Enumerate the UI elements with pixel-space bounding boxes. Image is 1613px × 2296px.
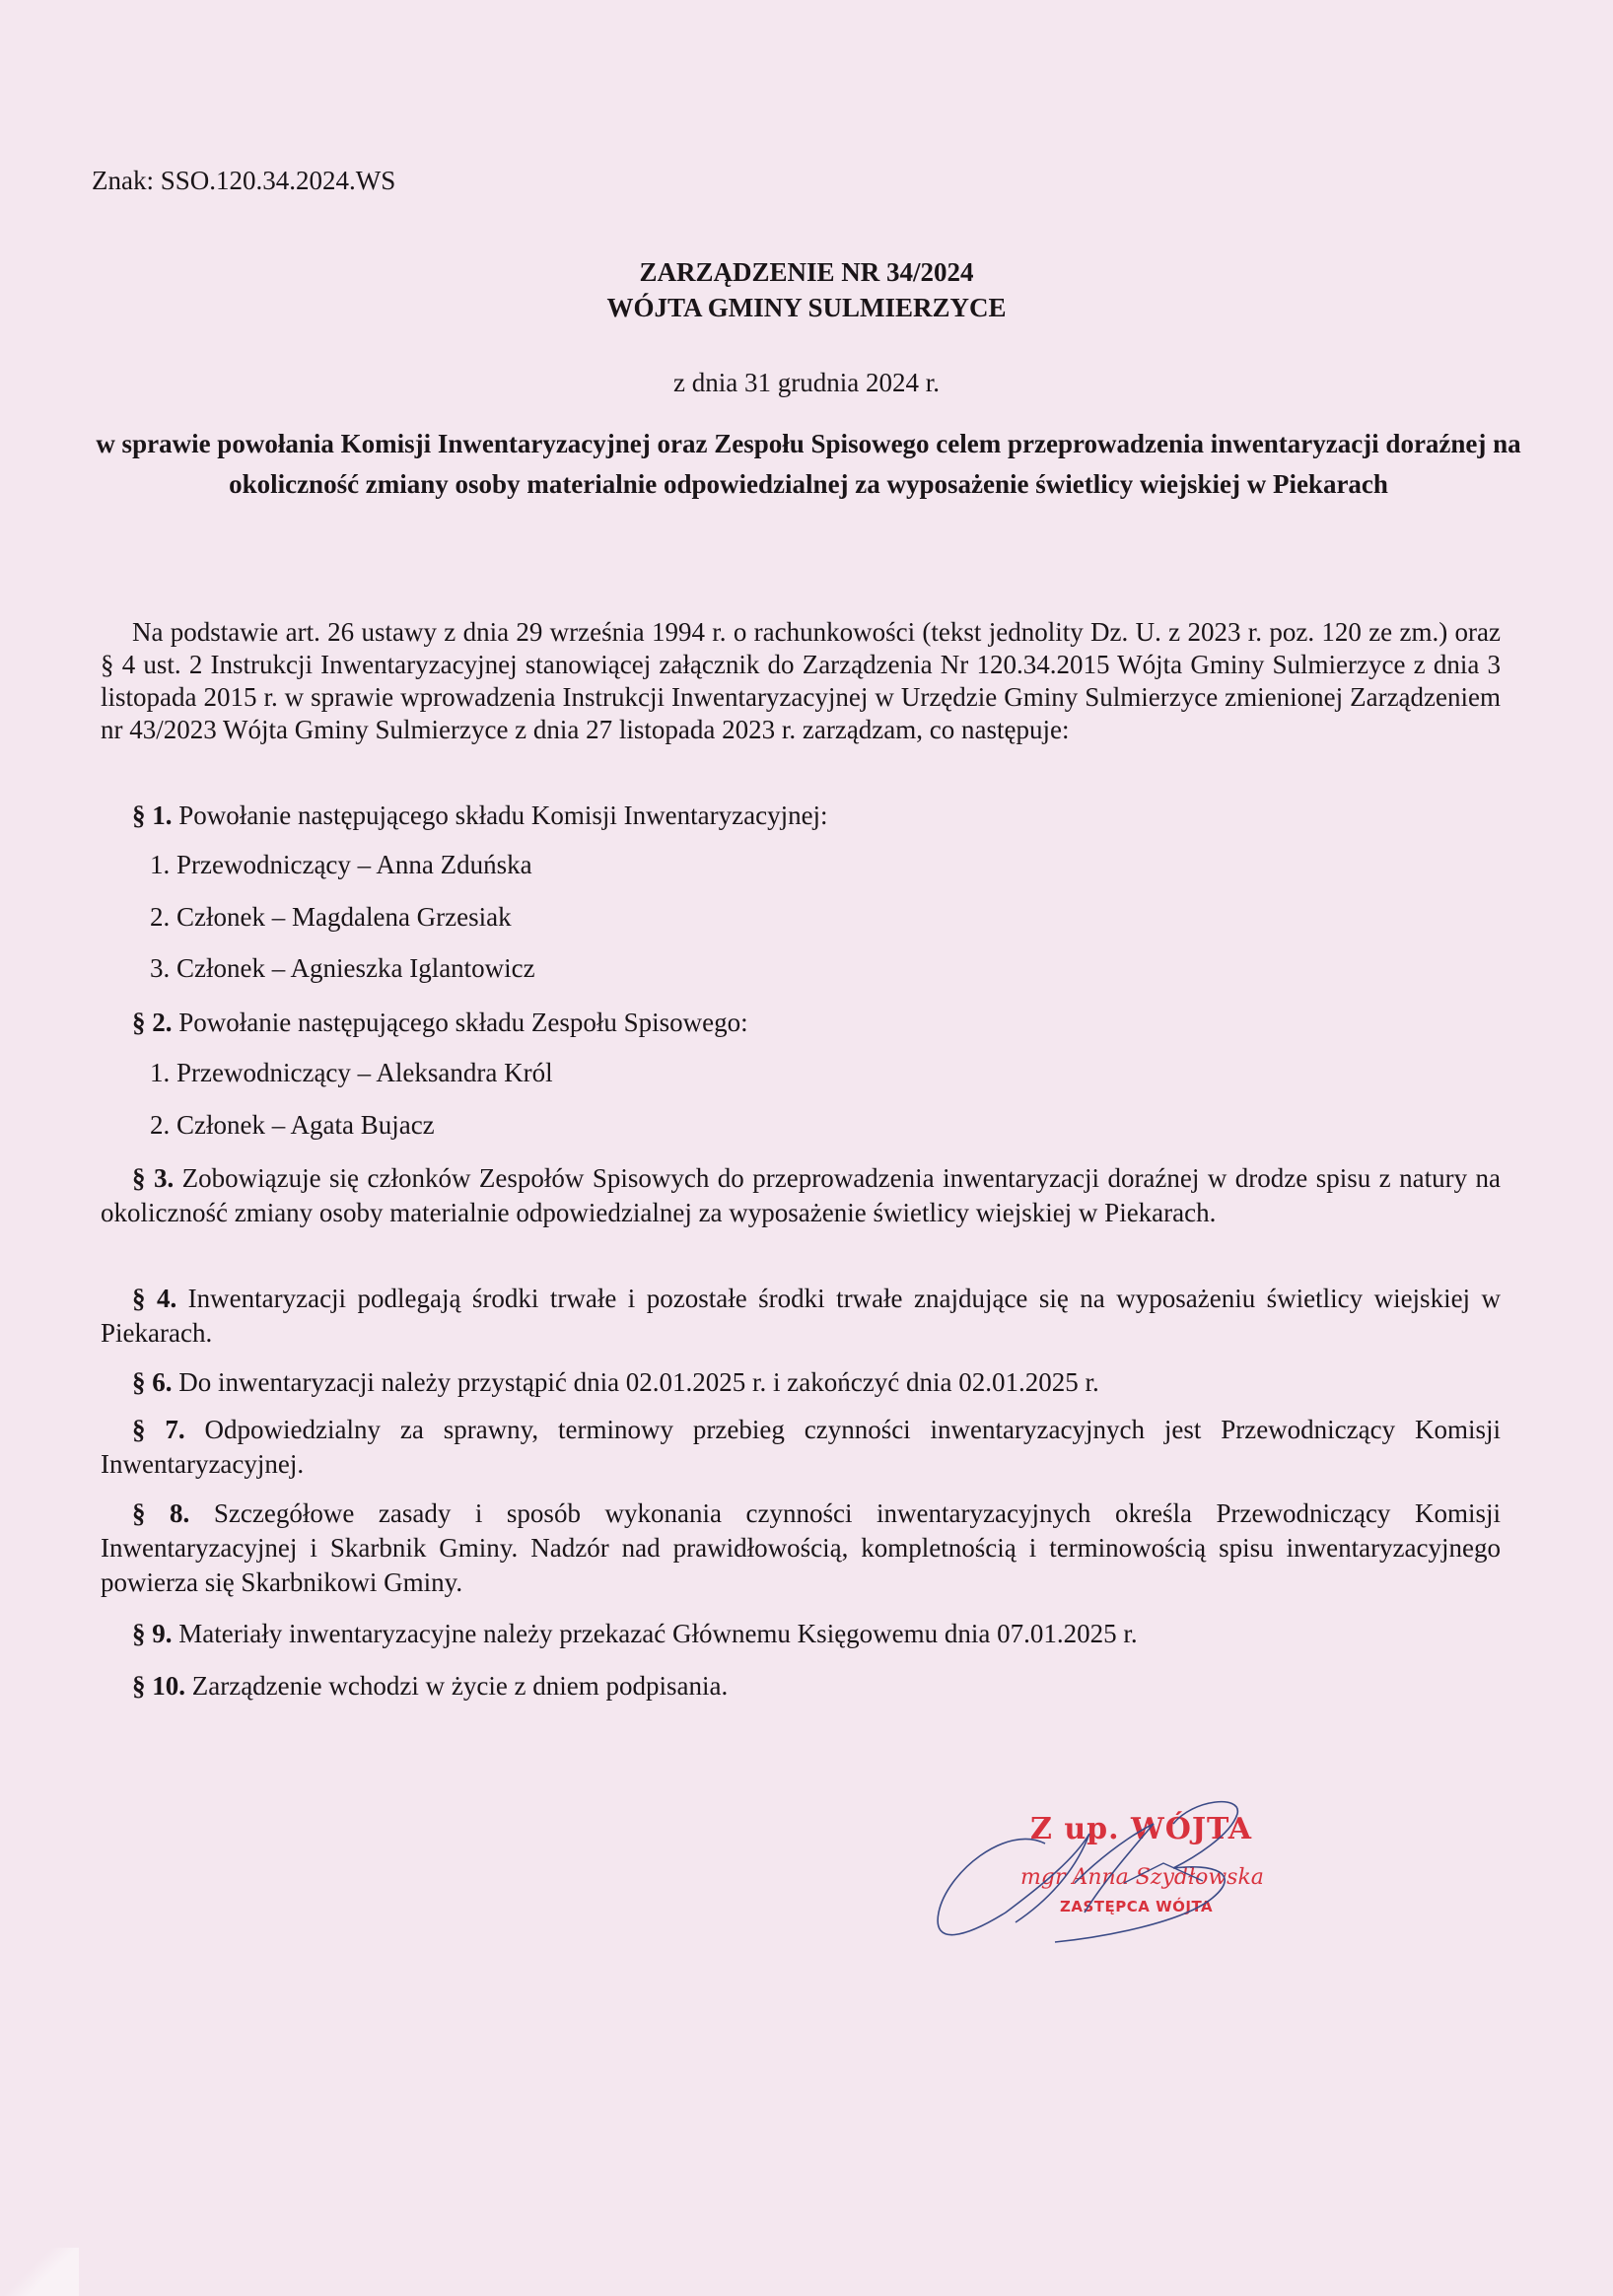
- section-number: § 9.: [132, 1619, 173, 1648]
- document-subject: w sprawie powołania Komisji Inwentaryzacyjnej oraz Zespołu Spisowego celem przeprowadzenia inwentaryzacji doraźnej na okoliczność zmiany osoby materialnie odpowiedzialnej za wyposażenie świetlicy wiejskiej w Piekarach: [96, 429, 1521, 499]
- section-number: § 7.: [132, 1415, 185, 1444]
- team-member-1: 1. Przewodniczący – Aleksandra Król: [150, 1058, 553, 1087]
- section-number: § 8.: [132, 1498, 190, 1528]
- section-8: [101, 1496, 1501, 1600]
- section-number: § 6.: [132, 1367, 173, 1397]
- intro-paragraph: Na podstawie art. 26 ustawy z dnia 29 września 1994 r. o rachunkowości (tekst jednolity Dz. U. z 2023 r. poz. 120 ze zm.) oraz § 4 ust. 2 Instrukcji Inwentaryzacyjnej stanowiącej załącznik do Zarządzenia Nr 120.34.2015 Wójta Gminy Sulmierzyce z dnia 3 listopada 2015 r. w sprawie wprowadzenia Instrukcji Inwentaryzacyjnej w Urzędzie Gminy Sulmierzyce zmienionej Zarządzeniem nr 43/2023 Wójta Gminy Sulmierzyce z dnia 27 listopada 2023 r. zarządzam, co następuje:: [101, 617, 1501, 744]
- section-number: § 2.: [132, 1008, 173, 1037]
- title-line-2: WÓJTA GMINY SULMIERZYCE: [606, 293, 1007, 322]
- handwritten-signature-icon: [927, 1765, 1321, 1982]
- section-1: [101, 799, 1501, 833]
- section-text: Zobowiązuje się członków Zespołów Spisowych do przeprowadzenia inwentaryzacji doraźnej w drodze spisu z natury na okoliczność zmiany osoby materialnie odpowiedzialnej za wyposażenie świetlicy wiejskiej w Piekarach.: [101, 1163, 1502, 1227]
- section-number: § 1.: [132, 800, 173, 830]
- section-number: § 10.: [132, 1671, 185, 1701]
- section-text: Materiały inwentaryzacyjne należy przekazać Głównemu Księgowemu dnia 07.01.2025 r.: [172, 1619, 1138, 1648]
- section-2: [101, 1006, 1501, 1040]
- team-member-2: 2. Członek – Agata Bujacz: [150, 1110, 435, 1140]
- section-6: [101, 1365, 1501, 1400]
- title-line-1: ZARZĄDZENIE NR 34/2024: [639, 257, 974, 287]
- section-7: [101, 1413, 1501, 1482]
- section-4: [101, 1282, 1501, 1351]
- commission-member-2: 2. Członek – Magdalena Grzesiak: [150, 902, 512, 932]
- section-text: Powołanie następującego składu Zespołu Spisowego:: [172, 1008, 748, 1037]
- stamp-line-1: Z up. WÓJTA: [1030, 1812, 1252, 1846]
- section-text: Inwentaryzacji podlegają środki trwałe i pozostałe środki trwałe znajdujące się na wyposażeniu świetlicy wiejskiej w Piekarach.: [101, 1284, 1502, 1348]
- section-9: [101, 1617, 1501, 1651]
- section-text: Zarządzenie wchodzi w życie z dniem podpisania.: [185, 1671, 729, 1701]
- section-text: Szczegółowe zasady i sposób wykonania czynności inwentaryzacyjnych określa Przewodniczący Komisji Inwentaryzacyjnej i Skarbnik Gminy. Nadzór nad prawidłowością, kompletnością i terminowością spisu inwentaryzacyjnego powierza się Skarbnikowi Gminy.: [101, 1498, 1501, 1597]
- stamp-line-2: mgr Anna Szydłowska: [1020, 1865, 1264, 1890]
- stamp-line-3: ZASTĘPCA WÓJTA: [1060, 1898, 1214, 1915]
- document-title: [0, 254, 1613, 325]
- commission-member-3: 3. Członek – Agnieszka Iglantowicz: [150, 953, 535, 983]
- reference-number: Znak: SSO.120.34.2024.WS: [92, 166, 396, 195]
- section-3: [101, 1161, 1501, 1230]
- scan-shadow: [0, 2248, 79, 2296]
- section-text: Powołanie następującego składu Komisji Inwentaryzacyjnej:: [172, 800, 828, 830]
- commission-member-1: 1. Przewodniczący – Anna Zduńska: [150, 850, 532, 879]
- section-text: Odpowiedzialny za sprawny, terminowy przebieg czynności inwentaryzacyjnych jest Przewodniczący Komisji Inwentaryzacyjnej.: [101, 1415, 1501, 1479]
- section-number: § 3.: [132, 1163, 175, 1193]
- section-text: Do inwentaryzacji należy przystąpić dnia 02.01.2025 r. i zakończyć dnia 02.01.2025 r.: [172, 1367, 1099, 1397]
- document-date: z dnia 31 grudnia 2024 r.: [673, 368, 940, 397]
- section-10: [101, 1669, 1501, 1704]
- section-number: § 4.: [132, 1284, 177, 1313]
